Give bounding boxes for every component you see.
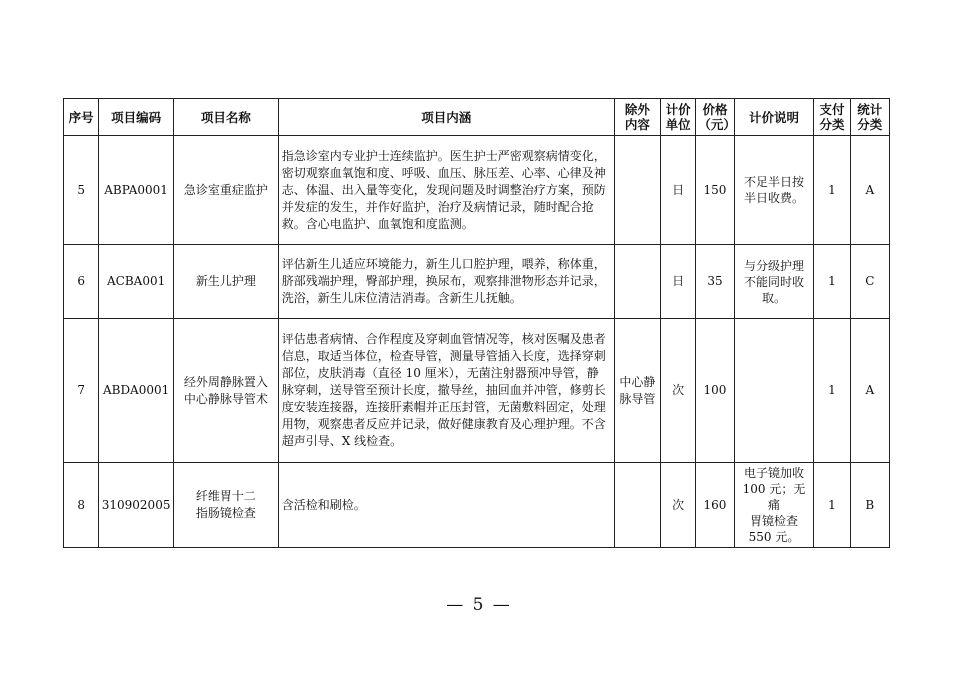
cell-pay: 1 — [814, 463, 850, 548]
header-unit: 计价 单位 — [661, 99, 696, 136]
cell-seq: 5 — [64, 136, 99, 245]
pricing-table — [63, 98, 890, 548]
cell-stat: A — [850, 319, 889, 463]
cell-price: 100 — [696, 319, 734, 463]
table-row — [64, 319, 890, 463]
cell-pay: 1 — [814, 245, 850, 319]
cell-content: 评估患者病情、合作程度及穿刺血管情况等，核对医嘱及患者信息，取适当体位，检查导管，测量导管插入长度，选择穿刺部位，皮肤消毒（直径 10 厘米），无菌注射器预冲导管，静脉穿刺，送导管至预计长度，撤导丝，抽回血并冲管，修剪长度安装连接器，连接肝素帽并正压封管，无菌敷料固定，处理用物，观察患者反应并记录，做好健康教育及心理护理。不含超声引导、X 线检查。 — [278, 319, 614, 463]
cell-seq: 6 — [64, 245, 99, 319]
header-note: 计价说明 — [734, 99, 814, 136]
cell-unit: 日 — [661, 136, 696, 245]
header-pay: 支付 分类 — [814, 99, 850, 136]
cell-code: ACBA001 — [99, 245, 174, 319]
cell-unit: 日 — [661, 245, 696, 319]
cell-pay: 1 — [814, 319, 850, 463]
table-row — [64, 136, 890, 245]
cell-name: 纤维胃十二 指肠镜检查 — [173, 463, 278, 548]
header-code: 项目编码 — [99, 99, 174, 136]
cell-unit: 次 — [661, 319, 696, 463]
page-number: — 5 — — [446, 595, 512, 615]
cell-price: 150 — [696, 136, 734, 245]
cell-name: 急诊室重症监护 — [173, 136, 278, 245]
table-header — [64, 99, 890, 136]
cell-exclusion — [614, 136, 660, 245]
cell-note: 与分级护理 不能同时收 取。 — [734, 245, 814, 319]
cell-exclusion: 中心静脉导管 — [614, 319, 660, 463]
cell-content: 指急诊室内专业护士连续监护。医生护士严密观察病情变化，密切观察血氧饱和度、呼吸、血压、脉压差、心率、心律及神志、体温、出入量等变化，发现问题及时调整治疗方案，预防并发症的发生，并作好监护，治疗及病情记录，随时配合抢救。含心电监护、血氧饱和度监测。 — [278, 136, 614, 245]
header-seq: 序号 — [64, 99, 99, 136]
table-row — [64, 463, 890, 548]
cell-seq: 8 — [64, 463, 99, 548]
cell-content: 评估新生儿适应环境能力，新生儿口腔护理，喂养，称体重，脐部残端护理，臀部护理，换尿布，观察排泄物形态并记录，洗浴，新生儿床位清洁消毒。含新生儿抚触。 — [278, 245, 614, 319]
cell-note — [734, 319, 814, 463]
cell-price: 160 — [696, 463, 734, 548]
cell-name: 新生儿护理 — [173, 245, 278, 319]
cell-note: 电子镜加收 100 元；无痛 胃镜检查 550 元。 — [734, 463, 814, 548]
cell-stat: B — [850, 463, 889, 548]
cell-exclusion — [614, 463, 660, 548]
cell-name: 经外周静脉置入 中心静脉导管术 — [173, 319, 278, 463]
cell-seq: 7 — [64, 319, 99, 463]
cell-exclusion — [614, 245, 660, 319]
cell-note: 不足半日按 半日收费。 — [734, 136, 814, 245]
header-content: 项目内涵 — [278, 99, 614, 136]
cell-pay: 1 — [814, 136, 850, 245]
header-name: 项目名称 — [173, 99, 278, 136]
cell-code: ABPA0001 — [99, 136, 174, 245]
header-exclusion: 除外 内容 — [614, 99, 660, 136]
cell-code: ABDA0001 — [99, 319, 174, 463]
cell-stat: C — [850, 245, 889, 319]
cell-unit: 次 — [661, 463, 696, 548]
header-price: 价格 （元） — [696, 99, 734, 136]
cell-stat: A — [850, 136, 889, 245]
header-stat: 统计 分类 — [850, 99, 889, 136]
cell-code: 310902005 — [99, 463, 174, 548]
cell-content: 含活检和刷检。 — [278, 463, 614, 548]
cell-price: 35 — [696, 245, 734, 319]
table-row — [64, 245, 890, 319]
